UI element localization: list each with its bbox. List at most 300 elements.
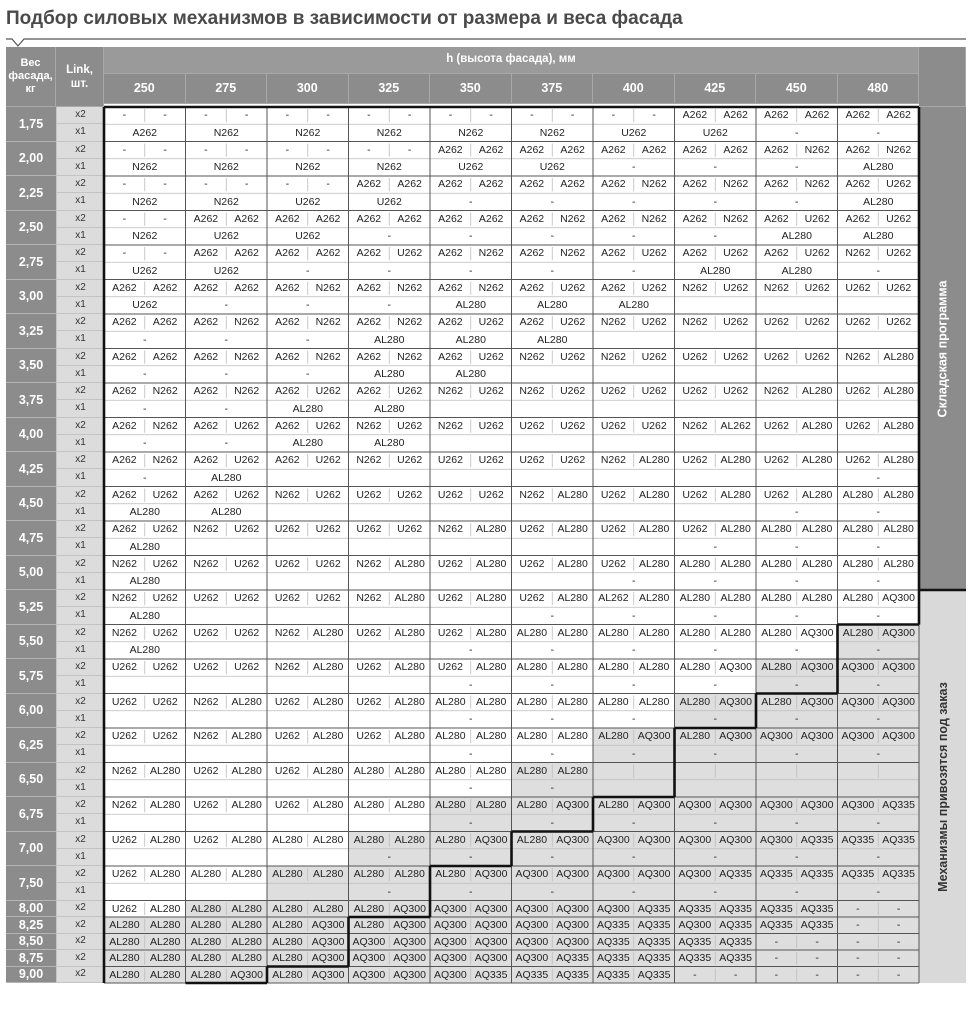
mechanism-cell: U262 xyxy=(193,592,219,605)
mechanism-cell xyxy=(349,711,431,728)
mechanism-cell: AL280 xyxy=(312,695,344,708)
mechanism-cell xyxy=(104,849,186,866)
mechanism-cell xyxy=(186,780,268,797)
mechanism-cell: AL280 xyxy=(638,695,670,708)
mechanism-cell: U262 xyxy=(193,661,219,674)
weight-label: 8,00 xyxy=(6,901,56,918)
mechanism-cell: - xyxy=(204,143,208,156)
mechanism-cell: AQ300 xyxy=(756,797,797,814)
weight-label: 5,25 xyxy=(6,590,56,625)
height-header-325: 325 xyxy=(349,74,431,104)
mechanism-cell: N262 xyxy=(132,161,158,174)
mechanism-cell: N262 xyxy=(274,626,300,639)
mechanism-cell: AQ300 xyxy=(675,866,716,883)
weight-label: 9,00 xyxy=(6,967,56,984)
mechanism-cell: A262 xyxy=(601,281,626,294)
mechanism-cell: AL280 xyxy=(475,661,507,674)
mechanism-cell: AL262 xyxy=(598,592,629,605)
mechanism-cell: N262 xyxy=(560,212,586,225)
mechanism-cell: N262 xyxy=(376,126,402,139)
mechanism-cell: - xyxy=(878,934,919,951)
height-header-300: 300 xyxy=(267,74,349,104)
link-x1-label: x1 xyxy=(56,124,104,141)
mechanism-cell: U262 xyxy=(111,868,137,881)
mechanism-cell: AL280 xyxy=(475,695,507,708)
mechanism-cell: A262 xyxy=(193,488,219,501)
mechanism-cell: AL280 xyxy=(863,230,894,243)
mechanism-cell: AL280 xyxy=(679,661,711,674)
mechanism-cell: N262 xyxy=(111,764,137,777)
mechanism-cell: - xyxy=(878,901,919,918)
mechanism-cell xyxy=(349,745,431,762)
mechanism-cell: - xyxy=(756,745,838,762)
mechanism-cell xyxy=(186,573,268,590)
mechanism-cell: - xyxy=(713,161,717,174)
mechanism-cell: - xyxy=(632,230,636,243)
mechanism-cell: N262 xyxy=(111,799,137,812)
mechanism-cell: AQ300 xyxy=(552,934,593,951)
mechanism-cell: U262 xyxy=(111,902,137,915)
mechanism-cell: U262 xyxy=(600,557,626,570)
mechanism-cell xyxy=(430,607,512,624)
mechanism-cell: - xyxy=(713,575,717,588)
mechanism-cell: AQ300 xyxy=(878,694,919,711)
mechanism-cell: - xyxy=(795,161,799,174)
mechanism-cell: A262 xyxy=(356,281,382,294)
mechanism-cell: AL280 xyxy=(883,350,914,363)
mechanism-cell: - xyxy=(611,109,616,122)
link-x1-label: x1 xyxy=(56,745,104,762)
mechanism-cell xyxy=(675,469,757,486)
link-x1-label: x1 xyxy=(56,297,104,314)
mechanism-cell: U262 xyxy=(886,178,912,191)
mechanism-cell: A262 xyxy=(112,419,137,432)
mechanism-cell: N262 xyxy=(763,281,789,294)
mechanism-cell: A262 xyxy=(886,109,911,122)
mechanism-cell xyxy=(267,780,349,797)
mechanism-cell: U262 xyxy=(437,488,463,501)
mechanism-cell: - xyxy=(838,711,920,728)
mechanism-cell: N262 xyxy=(437,385,463,398)
mechanism-cell: A262 xyxy=(478,143,504,156)
mechanism-cell xyxy=(756,366,838,383)
mechanism-cell: A262 xyxy=(193,281,219,294)
mechanism-cell: - xyxy=(838,901,879,918)
mechanism-cell: AL280 xyxy=(801,419,833,432)
mechanism-cell: AQ300 xyxy=(756,728,797,745)
mechanism-cell: AL280 xyxy=(761,626,792,639)
mechanism-cell xyxy=(756,469,838,486)
mechanism-cell: AQ300 xyxy=(471,866,512,883)
mechanism-cell xyxy=(104,711,186,728)
mechanism-cell: AL280 xyxy=(516,730,548,743)
mechanism-cell: AL280 xyxy=(267,917,308,934)
mechanism-cell: U262 xyxy=(213,230,239,243)
mechanism-cell: AL280 xyxy=(638,661,670,674)
mechanism-cell: N262 xyxy=(478,247,504,260)
mechanism-cell: - xyxy=(838,883,920,900)
mechanism-cell: U262 xyxy=(641,281,667,294)
mechanism-cell: U262 xyxy=(478,488,504,501)
mechanism-cell xyxy=(349,469,431,486)
mechanism-cell: AQ300 xyxy=(634,832,675,849)
mechanism-cell: AL280 xyxy=(104,950,145,967)
mechanism-cell: AL280 xyxy=(781,230,812,243)
mechanism-cell: AQ300 xyxy=(715,694,756,711)
link-x2-label: x2 xyxy=(56,917,104,934)
mechanism-cell: U262 xyxy=(763,316,789,329)
mechanism-cell: U262 xyxy=(274,730,300,743)
mechanism-cell: U262 xyxy=(437,626,463,639)
mechanism-cell: N262 xyxy=(682,419,708,432)
mechanism-cell: U262 xyxy=(437,661,463,674)
mechanism-cell xyxy=(186,642,268,659)
mechanism-cell: - xyxy=(122,247,127,260)
weight-label: 4,75 xyxy=(6,521,56,556)
mechanism-cell: AQ300 xyxy=(882,592,915,605)
mechanism-cell: AL280 xyxy=(552,763,593,780)
mechanism-cell: AL280 xyxy=(598,661,629,674)
mechanism-cell: U262 xyxy=(315,557,341,570)
mechanism-cell: U262 xyxy=(274,764,300,777)
mechanism-cell: - xyxy=(756,849,838,866)
mechanism-cell: AQ335 xyxy=(675,950,716,967)
mechanism-cell: A262 xyxy=(193,385,219,398)
mechanism-cell xyxy=(838,297,920,314)
mechanism-cell: U262 xyxy=(519,557,545,570)
mechanism-cell: U262 xyxy=(478,350,504,363)
mechanism-cell: AL280 xyxy=(475,523,507,536)
mechanism-cell: U262 xyxy=(397,419,423,432)
mechanism-cell: - xyxy=(469,713,473,726)
mechanism-cell: N262 xyxy=(641,212,667,225)
mechanism-cell: - xyxy=(838,950,879,967)
mechanism-cell: U262 xyxy=(132,264,158,277)
mechanism-cell: A262 xyxy=(275,419,300,432)
link-x2-label: x2 xyxy=(56,950,104,967)
mechanism-cell: AQ300 xyxy=(719,661,752,674)
mechanism-cell: A262 xyxy=(682,143,708,156)
weight-label: 2,25 xyxy=(6,176,56,211)
mechanism-cell: - xyxy=(163,143,167,156)
mechanism-cell: AQ300 xyxy=(878,728,919,745)
mechanism-cell: - xyxy=(838,917,879,934)
mechanism-cell: - xyxy=(795,644,799,657)
mechanism-cell: U262 xyxy=(519,523,545,536)
mechanism-cell: N262 xyxy=(193,730,219,743)
weight-label: 7,50 xyxy=(6,866,56,901)
mechanism-cell: AQ335 xyxy=(878,832,919,849)
mechanism-cell: AQ335 xyxy=(593,967,634,984)
mechanism-cell: A262 xyxy=(764,143,789,156)
mechanism-cell: A262 xyxy=(804,109,830,122)
mechanism-cell: - xyxy=(204,178,208,191)
mechanism-cell: U262 xyxy=(234,592,260,605)
mechanism-cell: - xyxy=(632,195,636,208)
mechanism-cell: A262 xyxy=(152,281,178,294)
mechanism-cell: N262 xyxy=(682,281,708,294)
mechanism-cell: - xyxy=(285,143,290,156)
mechanism-cell: AL280 xyxy=(312,833,344,846)
mechanism-cell: AL280 xyxy=(756,659,797,676)
mechanism-cell: U262 xyxy=(234,626,260,639)
mechanism-cell: AL280 xyxy=(863,195,894,208)
mechanism-cell: N262 xyxy=(397,316,423,329)
mechanism-cell: AL280 xyxy=(231,799,262,812)
link-x2-label: x2 xyxy=(56,452,104,469)
mechanism-cell: AL280 xyxy=(618,299,649,312)
mechanism-cell: AL280 xyxy=(638,557,670,570)
mechanism-cell xyxy=(267,538,349,555)
mechanism-cell: A262 xyxy=(193,212,219,225)
mechanism-cell: AQ300 xyxy=(471,832,512,849)
mechanism-cell: N262 xyxy=(723,178,749,191)
mechanism-cell: - xyxy=(632,161,636,174)
mechanism-cell: U262 xyxy=(356,661,382,674)
weight-label: 3,50 xyxy=(6,349,56,384)
mechanism-cell: AL280 xyxy=(186,967,227,984)
mechanism-cell: U262 xyxy=(519,454,545,467)
link-x1-label: x1 xyxy=(56,400,104,417)
mechanism-cell: AQ300 xyxy=(471,917,512,934)
mechanism-cell: AL280 xyxy=(720,488,751,501)
link-x2-label: x2 xyxy=(56,418,104,435)
mechanism-cell: A262 xyxy=(234,212,259,225)
mechanism-cell: U262 xyxy=(641,419,667,432)
mechanism-cell: U262 xyxy=(397,488,423,501)
mechanism-cell: AQ300 xyxy=(389,950,430,967)
mechanism-cell: AL280 xyxy=(475,557,507,570)
mechanism-cell: - xyxy=(367,143,371,156)
mechanism-cell: AQ300 xyxy=(471,934,512,951)
mechanism-cell xyxy=(838,400,920,417)
mechanism-cell: AL280 xyxy=(435,764,466,777)
mechanism-cell: AQ300 xyxy=(512,934,553,951)
mechanism-cell: A262 xyxy=(112,350,137,363)
mechanism-cell: AL280 xyxy=(129,506,160,519)
mechanism-cell: AL280 xyxy=(349,866,390,883)
mechanism-cell: AL280 xyxy=(838,625,879,642)
mechanism-cell: AL280 xyxy=(149,764,181,777)
mechanism-cell xyxy=(186,849,268,866)
weight-label: 2,75 xyxy=(6,245,56,280)
mechanism-cell: AL280 xyxy=(842,557,874,570)
mechanism-cell: - xyxy=(838,814,920,831)
mechanism-cell: AQ300 xyxy=(593,832,634,849)
mechanism-cell: AL280 xyxy=(638,488,670,501)
mechanism-cell: A262 xyxy=(519,212,545,225)
mechanism-cell: A262 xyxy=(764,247,789,260)
mechanism-cell: A262 xyxy=(560,178,585,191)
mechanism-cell: N262 xyxy=(600,454,626,467)
mechanism-cell: - xyxy=(570,109,575,122)
mechanism-cell xyxy=(675,400,757,417)
link-x2-label: x2 xyxy=(56,107,104,124)
mechanism-cell: AQ300 xyxy=(715,797,756,814)
mechanism-cell: U262 xyxy=(152,557,178,570)
mechanism-cell: A262 xyxy=(356,316,382,329)
mechanism-cell: U262 xyxy=(519,592,545,605)
mechanism-cell: A262 xyxy=(356,178,382,191)
mechanism-cell: N262 xyxy=(132,195,158,208)
mechanism-cell xyxy=(838,331,920,348)
mechanism-cell: U262 xyxy=(478,385,504,398)
mechanism-cell: - xyxy=(795,575,799,588)
weight-label: 6,25 xyxy=(6,728,56,763)
mechanism-cell: - xyxy=(756,814,838,831)
mechanism-cell: - xyxy=(469,782,473,795)
mechanism-cell: AL280 xyxy=(557,557,588,570)
mechanism-cell xyxy=(349,504,431,521)
mechanism-cell xyxy=(104,745,186,762)
mechanism-cell: - xyxy=(797,950,838,967)
mechanism-cell: U262 xyxy=(234,419,260,432)
mechanism-cell: - xyxy=(795,540,799,553)
mechanism-cell: AL280 xyxy=(394,730,425,743)
mechanism-cell: - xyxy=(756,676,838,693)
mechanism-cell: AQ300 xyxy=(838,728,879,745)
mechanism-cell: AL280 xyxy=(638,592,670,605)
mechanism-cell: - xyxy=(469,195,473,208)
mechanism-cell: A262 xyxy=(845,143,871,156)
mechanism-cell: AL280 xyxy=(211,471,242,484)
mechanism-cell xyxy=(838,366,920,383)
mechanism-cell: - xyxy=(285,178,290,191)
mechanism-cell: A262 xyxy=(519,281,545,294)
mechanism-cell: AL280 xyxy=(598,626,629,639)
mechanism-cell xyxy=(675,297,757,314)
mechanism-cell: AL280 xyxy=(455,368,486,381)
mechanism-cell: AL280 xyxy=(537,299,568,312)
mechanism-cell: AL280 xyxy=(394,695,425,708)
mechanism-cell: U262 xyxy=(682,385,708,398)
mechanism-cell: - xyxy=(550,747,554,760)
mechanism-cell: U262 xyxy=(845,281,871,294)
mechanism-cell xyxy=(267,642,349,659)
mechanism-cell xyxy=(756,400,838,417)
mechanism-cell: AL280 xyxy=(226,934,267,951)
mechanism-cell: U262 xyxy=(886,281,912,294)
mechanism-cell: AQ300 xyxy=(512,901,553,918)
mechanism-cell: U262 xyxy=(152,730,178,743)
mechanism-cell: AL280 xyxy=(801,385,833,398)
mechanism-cell: - xyxy=(675,711,757,728)
mechanism-cell: AL280 xyxy=(801,592,833,605)
mechanism-cell: - xyxy=(306,299,310,312)
mechanism-cell: - xyxy=(407,143,412,156)
mechanism-cell: U262 xyxy=(437,557,463,570)
link-x1-label: x1 xyxy=(56,193,104,210)
mechanism-cell: U262 xyxy=(234,454,260,467)
mechanism-cell: - xyxy=(593,849,675,866)
mechanism-cell: AQ300 xyxy=(593,866,634,883)
mechanism-cell: N262 xyxy=(234,316,260,329)
link-x2-label: x2 xyxy=(56,280,104,297)
mechanism-cell: AQ335 xyxy=(593,917,634,934)
mechanism-cell: AL280 xyxy=(312,764,344,777)
mechanism-cell: - xyxy=(143,333,147,346)
mechanism-cell: - xyxy=(550,264,554,277)
mechanism-cell: - xyxy=(632,678,636,691)
mechanism-cell: AQ300 xyxy=(471,901,512,918)
mechanism-cell: AL280 xyxy=(756,694,797,711)
mechanism-cell: - xyxy=(593,883,675,900)
mechanism-cell: N262 xyxy=(519,385,545,398)
mechanism-cell: U262 xyxy=(193,764,219,777)
mechanism-cell: U262 xyxy=(886,247,912,260)
mechanism-cell: N262 xyxy=(315,316,341,329)
mechanism-cell: A262 xyxy=(723,143,748,156)
mechanism-cell: A262 xyxy=(193,350,219,363)
mechanism-cell: A262 xyxy=(193,419,219,432)
mechanism-cell: A262 xyxy=(112,281,137,294)
mechanism-cell: AQ300 xyxy=(389,967,430,984)
mechanism-cell xyxy=(756,780,838,797)
mechanism-cell: AL280 xyxy=(394,557,425,570)
mechanism-cell: AL280 xyxy=(190,868,222,881)
mechanism-cell xyxy=(349,642,431,659)
mechanism-cell: A262 xyxy=(193,454,219,467)
mechanism-cell: A262 xyxy=(682,109,708,122)
mechanism-cell: - xyxy=(878,950,919,967)
mechanism-cell: A262 xyxy=(112,454,137,467)
weight-label: 5,75 xyxy=(6,659,56,694)
mechanism-cell: U262 xyxy=(356,488,382,501)
mechanism-cell: N262 xyxy=(356,419,382,432)
mechanism-cell: AL280 xyxy=(353,764,385,777)
mechanism-cell: - xyxy=(652,109,656,122)
mechanism-cell: N262 xyxy=(804,143,830,156)
mechanism-cell xyxy=(593,538,675,555)
mechanism-cell: A262 xyxy=(152,316,178,329)
weight-label: 7,00 xyxy=(6,832,56,867)
mechanism-cell: AL280 xyxy=(104,917,145,934)
mechanism-cell: N262 xyxy=(234,385,260,398)
mechanism-cell: U262 xyxy=(560,419,586,432)
mechanism-cell: N262 xyxy=(397,281,423,294)
mechanism-cell: AQ335 xyxy=(797,901,838,918)
mechanism-cell: A262 xyxy=(356,212,382,225)
mechanism-cell: U262 xyxy=(234,661,260,674)
mechanism-cell: A262 xyxy=(275,385,300,398)
mechanism-cell: - xyxy=(163,247,167,260)
height-header-350: 350 xyxy=(430,74,512,104)
weight-label: 4,00 xyxy=(6,418,56,453)
mechanism-cell: - xyxy=(838,934,879,951)
mechanism-cell: AL280 xyxy=(679,626,711,639)
mechanism-cell: AL280 xyxy=(226,950,267,967)
weight-label: 3,75 xyxy=(6,383,56,418)
mechanism-cell: - xyxy=(838,849,920,866)
mechanism-cell xyxy=(267,469,349,486)
mechanism-cell: A262 xyxy=(132,126,158,139)
mechanism-cell: U262 xyxy=(356,730,382,743)
weight-label: 3,25 xyxy=(6,314,56,349)
mechanism-cell: A262 xyxy=(193,316,219,329)
mechanism-cell: - xyxy=(224,333,228,346)
mechanism-cell xyxy=(593,504,675,521)
link-x1-label: x1 xyxy=(56,504,104,521)
mechanism-cell: AL280 xyxy=(557,695,588,708)
mechanism-cell: N262 xyxy=(804,178,830,191)
mechanism-cell: AL280 xyxy=(104,967,145,984)
mechanism-cell: N262 xyxy=(641,178,667,191)
mechanism-cell: N262 xyxy=(193,523,219,536)
mechanism-cell: AQ300 xyxy=(634,866,675,883)
mechanism-cell: N262 xyxy=(458,126,484,139)
mechanism-cell xyxy=(186,883,268,900)
mechanism-cell: - xyxy=(387,299,391,312)
